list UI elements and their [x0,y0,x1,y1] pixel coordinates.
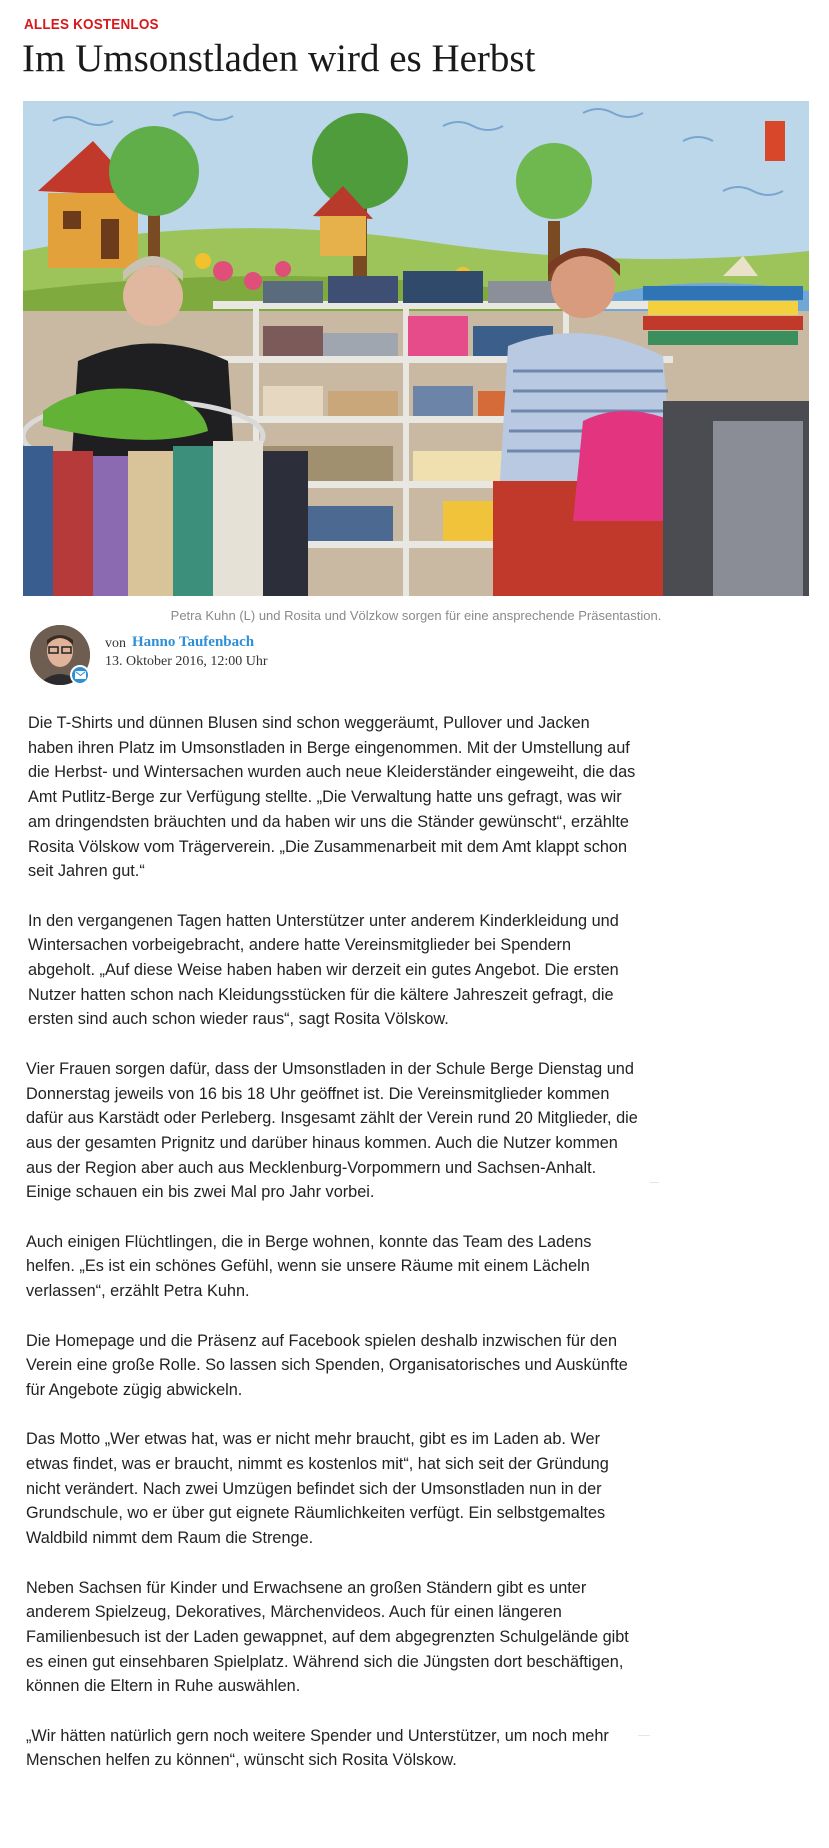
article-photo[interactable] [23,101,809,596]
publish-date: 13. Oktober 2016, 12:00 Uhr [105,654,268,669]
article-paragraph: Vier Frauen sorgen dafür, dass der Umsonstladen in der Schule Berge Dienstag und Donnerstag jeweils von 16 bis 18 Uhr geöffnet ist. Die Vereinsmitglieder kommen dafür aus Karstädt oder Perleberg. Insgesamt zählt der Verein rund 20 Mitglieder, die aus der gesamten Prignitz und darüber hinaus kommen. Auch die Nutzer kommen aus der Region aber auch aus Mecklenburg-Vorpommern und Sachsen-Anhalt. Einige schauen ein bis zwei Mal pro Jahr vorbei. [26,1059,638,1202]
photo-caption: Petra Kuhn (L) und Rosita und Völzkow sorgen für eine ansprechende Präsentastion. [170,608,662,623]
article-headline: Im Umsonstladen wird es Herbst [22,37,536,80]
article-paragraph: Die T-Shirts und dünnen Blusen sind schon weggeräumt, Pullover und Jacken haben ihren Platz im Umsonstladen in Berge eingenommen. Mit der Umstellung auf die Herbst- und Wintersachen wurden auch neue Kleiderständer eingeweiht, die das Amt Putlitz-Berge zur Verfügung stellte. „Die Verwaltung hatte uns gefragt, was wir am dringendsten bräuchten und da haben wir uns die Ständer gewünscht“, erzählte Rosita Völskow vom Trägerverein. „Die Zusammenarbeit mit dem Amt klappt schon seit Jahren gut.“ [28,714,636,881]
mail-icon[interactable] [70,665,90,685]
article-paragraph: Das Motto „Wer etwas hat, was er nicht mehr braucht, gibt es im Laden ab. Wer etwas findet, was er braucht, nimmt es kostenlos mit“, hat sich seit der Gründung nicht verändert. Nach zwei Umzügen befindet sich der Umsonstladen nun in der Grundschule, wo er über gut eignete Räumlichkeiten verfügt. Ein selbstgemaltes Waldbild nimmt dem Raum die Strenge. [26,1430,609,1548]
article-paragraph: „Wir hätten natürlich gern noch weitere Spender und Unterstützer, um noch mehr Menschen helfen zu können“, wünscht sich Rosita Völskow. [26,1726,609,1770]
article-kicker: ALLES KOSTENLOS [24,16,159,33]
article-paragraph: In den vergangenen Tagen hatten Unterstützer unter anderem Kinderkleidung und Wintersachen vorbeigebracht, andere hatte Vereinsmitglieder bei Spendern abgeholt. „Auf diese Weise haben haben wir derzeit ein gutes Angebot. Die ersten Nutzer hatten schon nach Kleidungsstücken für die kältere Jahreszeit gefragt, die ersten sind auch schon wieder raus“, sagt Rosita Völskow. [28,911,619,1029]
article-body [28,711,638,1798]
article-paragraph: Auch einigen Flüchtlingen, die in Berge wohnen, konnte das Team des Ladens helfen. „Es ist ein schönes Gefühl, wenn sie unsere Räume mit einem Lächeln verlassen“, erzählt Petra Kuhn. [26,1232,592,1301]
divider [650,1182,659,1183]
divider [638,1735,650,1736]
author-byline [30,625,430,685]
byline-prefix: von [105,636,126,651]
article-paragraph: Neben Sachsen für Kinder und Erwachsene an großen Ständern gibt es unter anderem Spielzeug, Dekoratives, Märchenvideos. Auch für einen längeren Familienbesuch ist der Laden gewappnet, auf dem abgegrenzten Schulgelände gibt es einen gut einsehbaren Spielplatz. Während sich die Jüngsten dort beschäftigen, können die Eltern in Ruhe auswählen. [26,1578,629,1696]
author-name-link[interactable]: Hanno Taufenbach [132,634,255,650]
shop-photo-illustration [23,101,809,596]
article-paragraph: Die Homepage und die Präsenz auf Facebook spielen deshalb inzwischen für den Verein eine große Rolle. So lassen sich Spenden, Organisatorisches und Auskünfte für Angebote zügig abwickeln. [26,1331,628,1399]
